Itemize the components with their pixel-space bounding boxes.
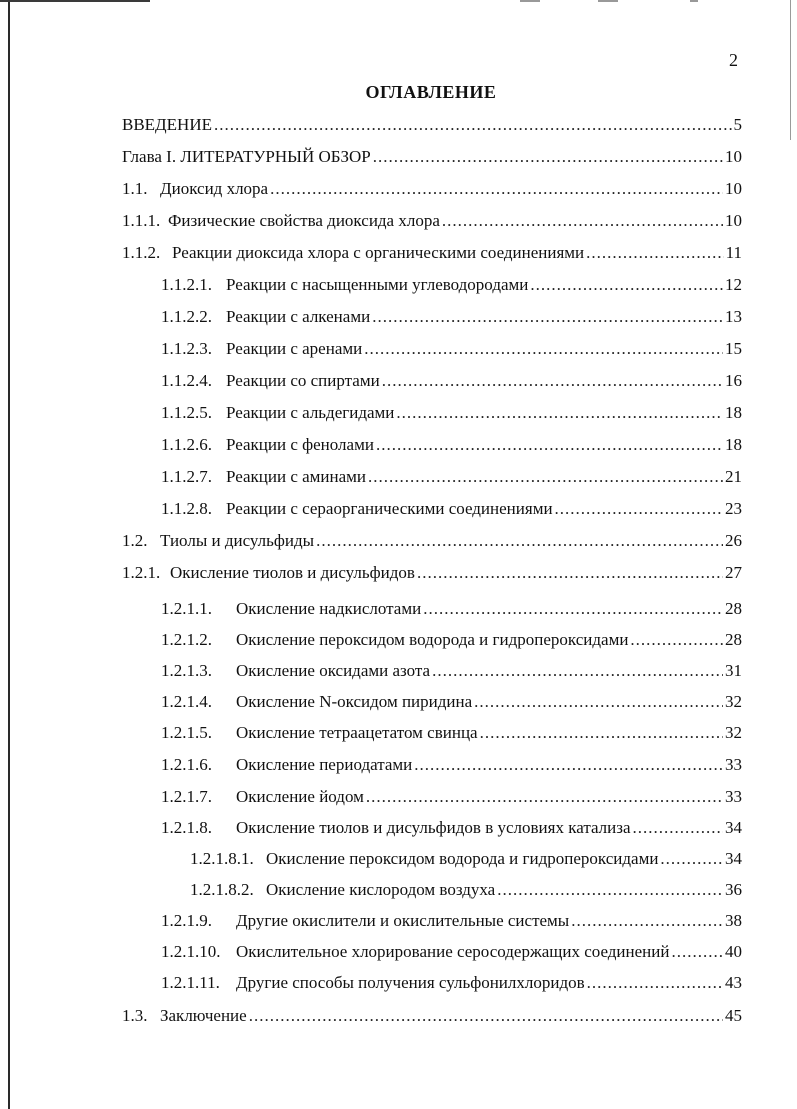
toc-dot-leader [366, 785, 723, 809]
toc-entry-number: 1.2.1.1. [161, 599, 212, 618]
toc-dot-leader [417, 561, 723, 585]
toc-entry-number: 1.2.1.8.2. [190, 880, 254, 899]
toc-entry-number: 1.1. [122, 179, 148, 198]
toc-entry [161, 971, 742, 995]
toc-entry-title: Другие способы получения сульфонилхлоридов [236, 973, 585, 992]
toc-entry-page: 15 [725, 339, 742, 358]
toc-entry [122, 561, 742, 585]
toc-dot-leader [372, 305, 723, 329]
toc-dot-leader [442, 209, 723, 233]
toc-entry [161, 369, 742, 393]
toc-entry [122, 177, 742, 201]
toc-dot-leader [660, 847, 723, 871]
toc-entry-page: 38 [725, 911, 742, 930]
toc-entry [161, 337, 742, 361]
toc-entry [161, 273, 742, 297]
toc-entry-number: 1.2.1.8. [161, 818, 212, 837]
toc-entry [161, 597, 742, 621]
toc-entry-page: 21 [725, 467, 742, 486]
toc-entry [122, 209, 742, 233]
toc-entry-title: Заключение [160, 1006, 247, 1025]
page-number: 2 [729, 50, 738, 70]
toc-dot-leader [633, 816, 724, 840]
toc-dot-leader [270, 177, 723, 201]
toc-dot-leader [587, 971, 723, 995]
toc-dot-leader [249, 1004, 723, 1028]
toc-entry-title: Реакции с фенолами [226, 435, 374, 454]
toc-entry-title: Окисление надкислотами [236, 599, 422, 618]
toc-entry-page: 5 [733, 115, 742, 134]
toc-entry-page: 12 [725, 275, 742, 294]
toc-entry-title: Окисление тиолов и дисульфидов в условиях катализа [236, 818, 631, 837]
toc-entry-title: Глава I. ЛИТЕРАТУРНЫЙ ОБЗОР [122, 147, 371, 166]
toc-entry-number: 1.1.2.5. [161, 403, 212, 422]
toc-entry [122, 241, 742, 265]
toc-entry-page: 31 [725, 661, 742, 680]
toc-entry-page: 28 [725, 599, 742, 618]
toc-entry [161, 628, 742, 652]
toc-entry-page: 34 [725, 818, 742, 837]
toc-entry-title: Окисление пероксидом водорода и гидропероксидами [266, 849, 659, 868]
toc-entry-page: 10 [725, 179, 742, 198]
toc-entry-title: Тиолы и дисульфиды [160, 531, 315, 550]
toc-dot-leader [316, 529, 723, 553]
toc-entry-number: 1.2.1. [122, 563, 161, 582]
toc-entry [161, 785, 742, 809]
toc-entry [161, 659, 742, 683]
toc-entry-page: 43 [725, 973, 742, 992]
toc-entry-title: Диоксид хлора [160, 179, 269, 198]
toc-entry-number: 1.1.2.4. [161, 371, 212, 390]
toc-entry-title: Реакции с насыщенными углеводородами [226, 275, 529, 294]
toc-entry-page: 32 [725, 692, 742, 711]
toc-entry [122, 529, 742, 553]
toc-entry-introduction [122, 113, 742, 137]
toc-entry-title: Реакции с аминами [226, 467, 367, 486]
toc-dot-leader [382, 369, 723, 393]
toc-entry-title: Окисление периодатами [236, 755, 413, 774]
toc-dot-leader [571, 909, 723, 933]
toc-entry [122, 1004, 742, 1028]
toc-dot-leader [474, 690, 723, 714]
toc-entry-number: 1.1.2. [122, 243, 161, 262]
toc-dot-leader [497, 878, 723, 902]
toc-entry-page: 34 [725, 849, 742, 868]
toc-entry-page: 18 [725, 435, 742, 454]
toc-entry [161, 909, 742, 933]
toc-entry [161, 753, 742, 777]
toc-entry-page: 36 [725, 880, 742, 899]
toc-entry [161, 721, 742, 745]
toc-entry-page: 32 [725, 723, 742, 742]
toc-entry-number: 1.2.1.9. [161, 911, 212, 930]
toc-entry-page: 11 [725, 243, 742, 262]
toc-dot-leader [555, 497, 723, 521]
toc-entry-number: 1.2.1.3. [161, 661, 212, 680]
toc-heading: ОГЛАВЛЕНИЕ [365, 82, 497, 102]
toc-dot-leader [586, 241, 723, 265]
toc-entry-number: 1.2.1.5. [161, 723, 212, 742]
toc-dot-leader [671, 940, 723, 964]
toc-entry-number: 1.2.1.8.1. [190, 849, 254, 868]
toc-dot-leader [432, 659, 723, 683]
toc-dot-leader [373, 145, 723, 169]
toc-entry-page: 23 [725, 499, 742, 518]
toc-entry-number: 1.2.1.4. [161, 692, 212, 711]
toc-entry-number: 1.2.1.2. [161, 630, 212, 649]
toc-entry-number: 1.2. [122, 531, 148, 550]
toc-dot-leader [368, 465, 723, 489]
toc-entry-number: 1.2.1.6. [161, 755, 212, 774]
toc-entry-page: 27 [725, 563, 742, 582]
toc-entry-title: Реакции с алкенами [226, 307, 371, 326]
toc-entry-page: 45 [725, 1006, 742, 1025]
toc-entry-title: Другие окислители и окислительные системы [236, 911, 570, 930]
toc-entry-page: 33 [725, 787, 742, 806]
toc-dot-leader [376, 433, 723, 457]
toc-entry [161, 465, 742, 489]
toc-entry-chapter-1 [122, 145, 742, 169]
toc-entry-title: Окисление йодом [236, 787, 364, 806]
toc-entry [161, 497, 742, 521]
toc-dot-leader [364, 337, 723, 361]
toc-entry [161, 433, 742, 457]
toc-entry-page: 26 [725, 531, 742, 550]
toc-entry-title: ВВЕДЕНИЕ [122, 115, 212, 134]
toc-entry-number: 1.1.2.2. [161, 307, 212, 326]
toc-entry-title: Реакции с сераорганическими соединениями [226, 499, 553, 518]
toc-entry-page: 18 [725, 403, 742, 422]
toc-entry-number: 1.1.2.8. [161, 499, 212, 518]
toc-entry-title: Окисление тиолов и дисульфидов [170, 563, 415, 582]
toc-entry-title: Окислительное хлорирование серосодержащих соединений [236, 942, 670, 961]
toc-entry [190, 878, 742, 902]
toc-entry-title: Реакции с аренами [226, 339, 363, 358]
toc-entry [161, 940, 742, 964]
toc-entry-title: Реакции диоксида хлора с органическими соединениями [172, 243, 585, 262]
toc-dot-leader [414, 753, 723, 777]
toc-entry-page: 13 [725, 307, 742, 326]
toc-dot-leader [530, 273, 723, 297]
toc-entry-page: 16 [725, 371, 742, 390]
toc-entry-title: Окисление оксидами азота [236, 661, 431, 680]
toc-dot-leader [630, 628, 723, 652]
toc-entry-number: 1.1.2.7. [161, 467, 212, 486]
toc-entry [161, 690, 742, 714]
toc-entry-title: Окисление пероксидом водорода и гидропероксидами [236, 630, 629, 649]
toc-entry-number: 1.2.1.10. [161, 942, 221, 961]
toc-entry-number: 1.1.2.1. [161, 275, 212, 294]
toc-entry-title: Окисление тетраацетатом свинца [236, 723, 478, 742]
toc-entry [161, 401, 742, 425]
toc-entry-page: 10 [725, 211, 742, 230]
toc-entry-page: 33 [725, 755, 742, 774]
toc-entry [161, 816, 742, 840]
toc-entry [190, 847, 742, 871]
toc-dot-leader [423, 597, 723, 621]
toc-entry-number: 1.3. [122, 1006, 148, 1025]
toc-entry-page: 10 [725, 147, 742, 166]
toc-entry-title: Окисление N-оксидом пиридина [236, 692, 473, 711]
toc-entry-number: 1.2.1.11. [161, 973, 220, 992]
toc-entry-page: 40 [725, 942, 742, 961]
toc-entry-title: Физические свойства диоксида хлора [168, 211, 440, 230]
toc-entry-number: 1.2.1.7. [161, 787, 212, 806]
toc-entry [161, 305, 742, 329]
toc-entry-title: Реакции с альдегидами [226, 403, 395, 422]
toc-entry-page: 28 [725, 630, 742, 649]
toc-dot-leader [214, 113, 732, 137]
toc-entry-title: Реакции со спиртами [226, 371, 380, 390]
toc-dot-leader [480, 721, 723, 745]
toc-entry-number: 1.1.2.6. [161, 435, 212, 454]
toc-dot-leader [396, 401, 723, 425]
toc-entry-title: Окисление кислородом воздуха [266, 880, 496, 899]
toc-entry-number: 1.1.1. [122, 211, 161, 230]
toc-entry-number: 1.1.2.3. [161, 339, 212, 358]
